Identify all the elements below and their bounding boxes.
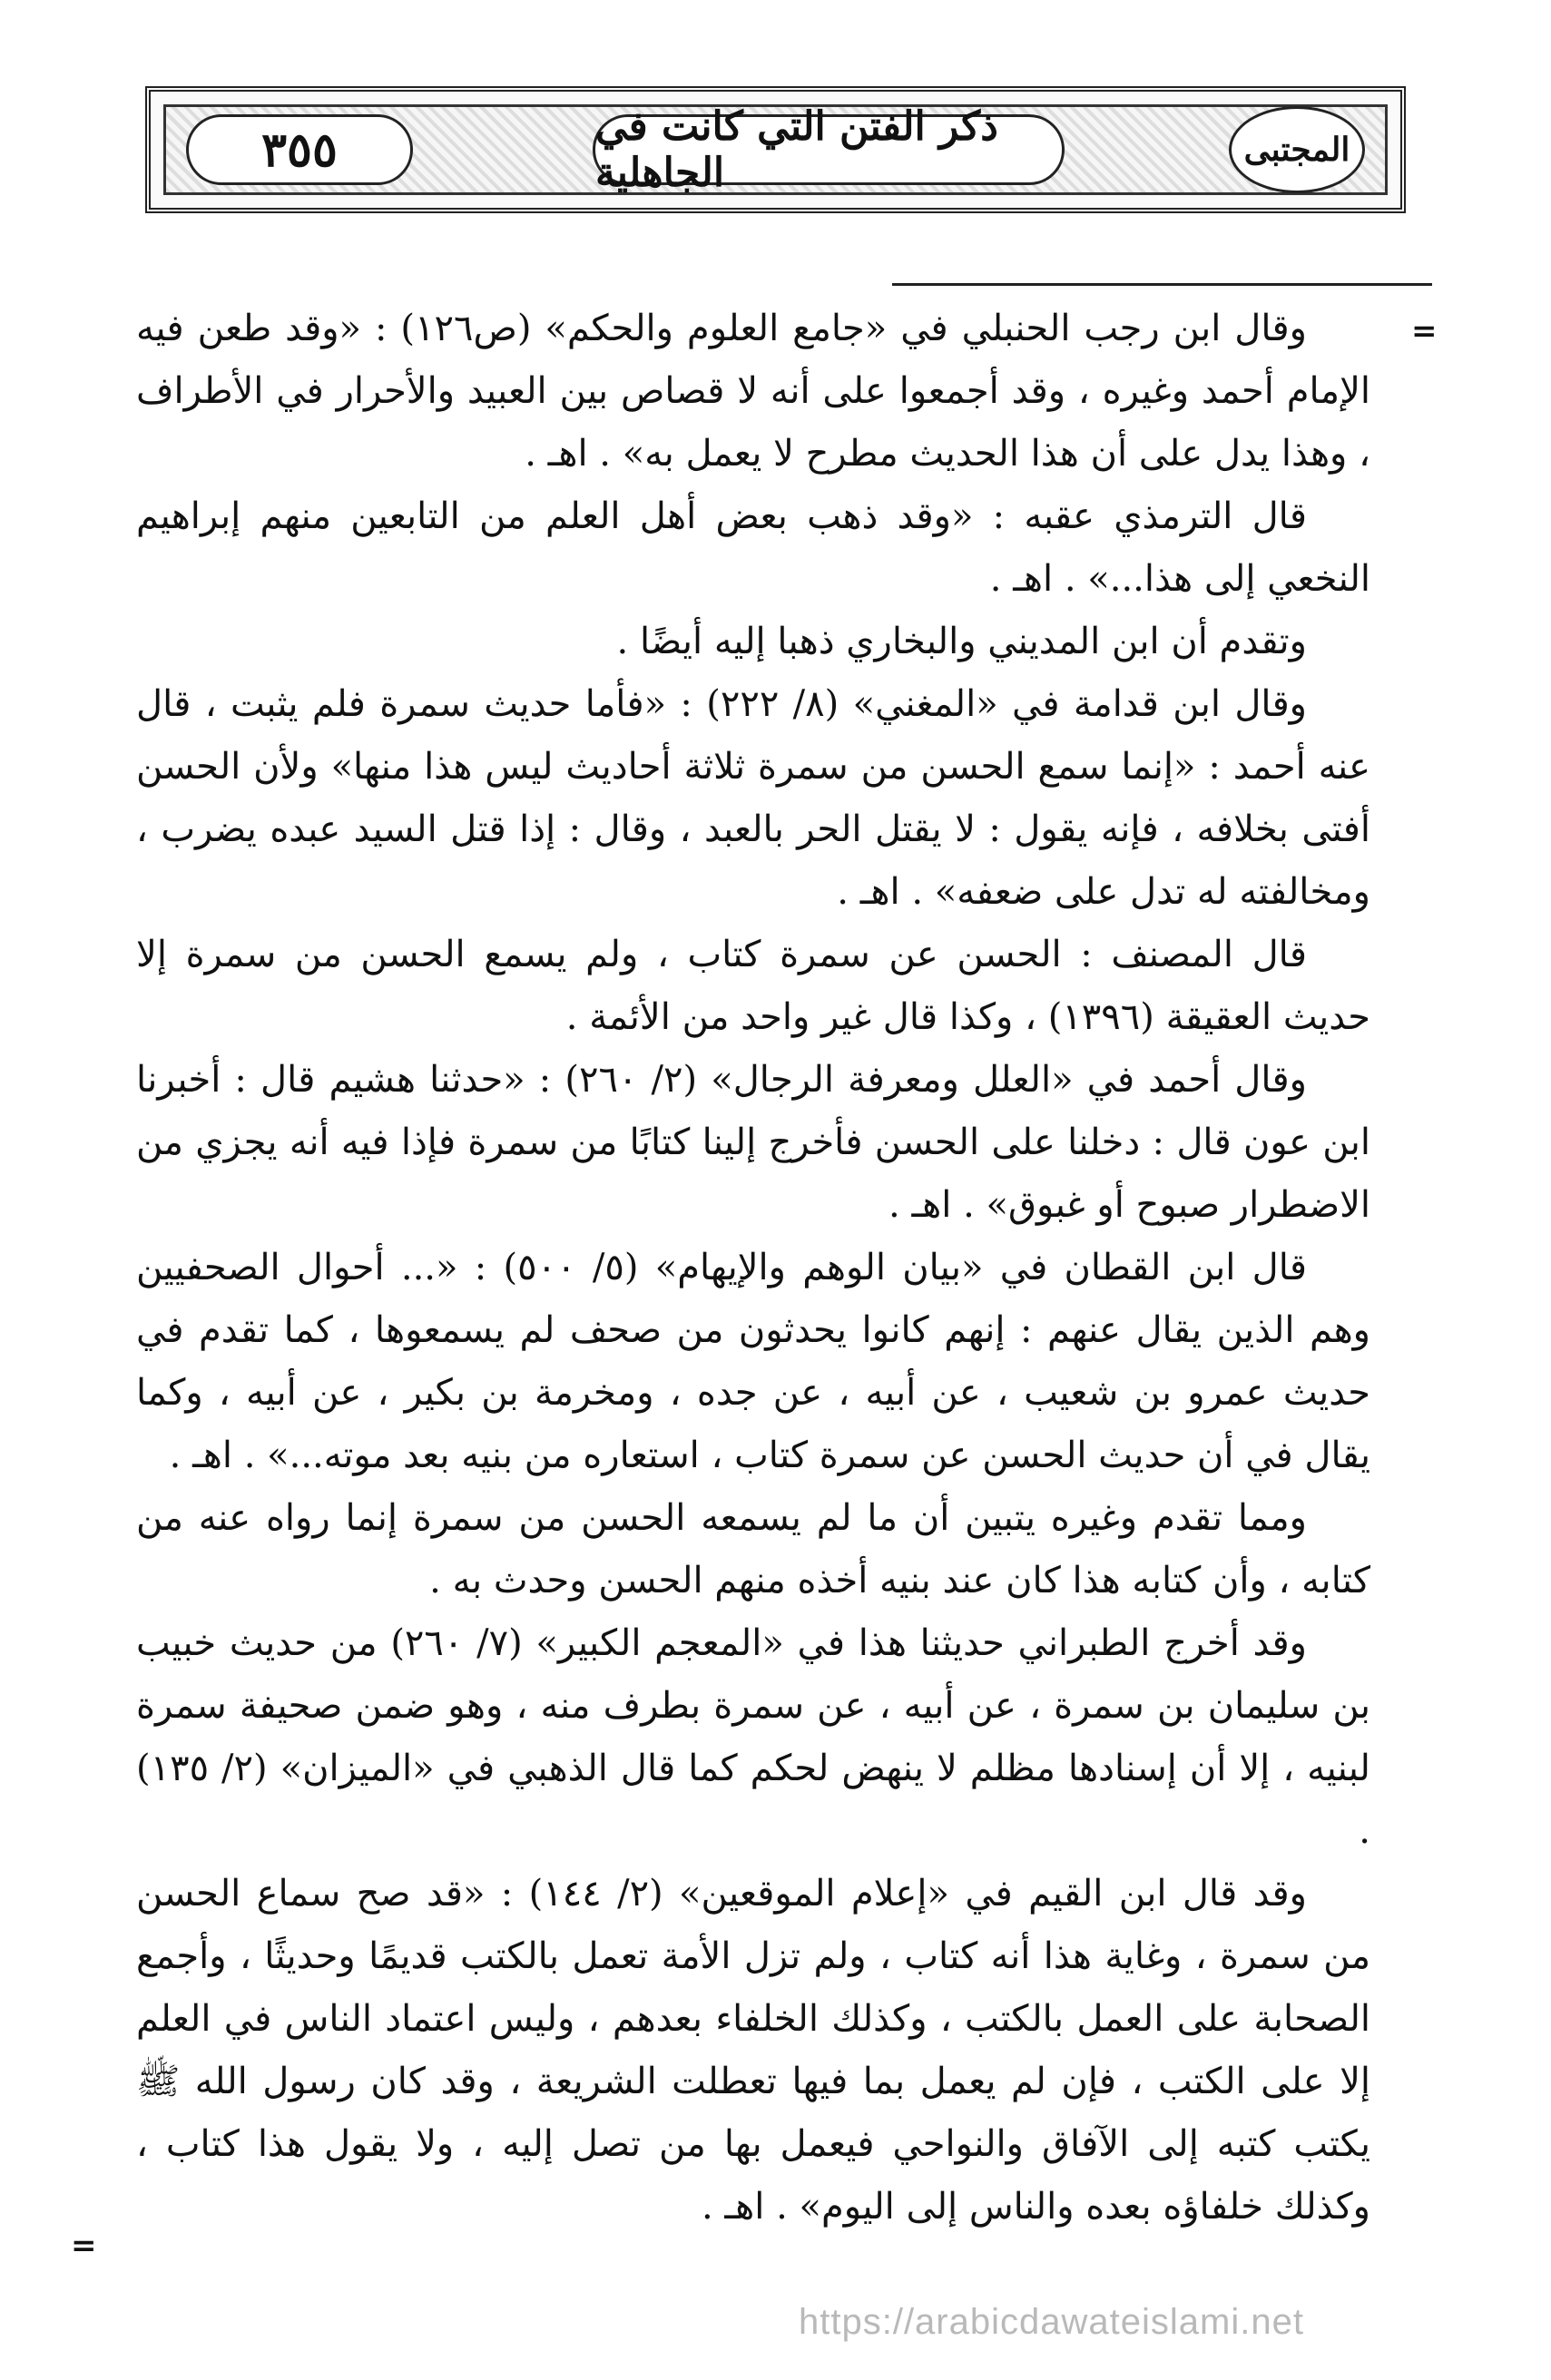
paragraph: وقد قال ابن القيم في «إعلام الموقعين» (٢/ ١٤٤) : «قد صح سماع الحسن من سمرة ، وغاية هذا أنه كتاب ، ولم تزل الأمة تعمل بالكتب قديمًا وحديثًا ، وأجمع الصحابة على العمل بالكتب ، وكذلك الخلفاء بعدهم ، وليس اعتماد الناس في العلم إلا على الكتب ، فإن لم يعمل بما فيها تعطلت الشريعة ، وقد كان رسول الله ﷺ يكتب كتبه إلى الآفاق والنواحي فيعمل بها من تصل إليه ، ولا يقول هذا كتاب ، وكذلك خلفاؤه بعده والناس إلى اليوم» . اهـ . (136, 1873, 1370, 2228)
paragraph: وتقدم أن ابن المديني والبخاري ذهبا إليه أيضًا . (616, 621, 1307, 662)
paragraph: قال المصنف : الحسن عن سمرة كتاب ، ولم يسمع الحسن من سمرة إلا حديث العقيقة (١٣٩٦) ، وكذا قال غير واحد من الأئمة . (136, 934, 1370, 1038)
margin-mark-top: = (1411, 313, 1438, 349)
watermark-url: https://arabicdawateislami.net (799, 2302, 1304, 2342)
paragraph: وقال ابن قدامة في «المغني» (٨/ ٢٢٢) : «فأما حديث سمرة فلم يثبت ، قال عنه أحمد : «إنما سمع الحسن من سمرة ثلاثة أحاديث ليس هذا منها» ولأن الحسن أفتى بخلافه ، فإنه يقول : لا يقتل الحر بالعبد ، وقال : إذا قتل السيد عبده يضرب ، ومخالفته له تدل على ضعفه» . اهـ . (136, 683, 1370, 913)
paragraph: ومما تقدم وغيره يتبين أن ما لم يسمعه الحسن من سمرة إنما رواه عنه من كتابه ، وأن كتابه هذا كان عند بنيه أخذه منهم الحسن وحدث به . (136, 1497, 1370, 1601)
footnote-rule (892, 283, 1432, 286)
paragraph: وقد أخرج الطبراني حديثنا هذا في «المعجم الكبير» (٧/ ٢٦٠) من حديث خبيب بن سليمان بن سمرة ، عن أبيه ، عن سمرة بطرف منه ، وهو ضمن صحيفة سمرة لبنيه ، إلا أن إسنادها مظلم لا ينهض لحكم كما قال الذهبي في «الميزان» (٢/ ١٣٥) . (136, 1622, 1370, 1852)
paragraph: قال ابن القطان في «بيان الوهم والإيهام» (٥/ ٥٠٠) : «... أحوال الصحفيين وهم الذين يقال عنهم : إنهم كانوا يحدثون من صحف لم يسمعوها ، كما تقدم في حديث عمرو بن شعيب ، عن أبيه ، عن جده ، ومخرمة بن بكير ، عن أبيه ، وكما يقال في أن حديث الحسن عن سمرة كتاب ، استعاره من بنيه بعد موته...» . اهـ . (136, 1247, 1370, 1476)
paragraph: وقال أحمد في «العلل ومعرفة الرجال» (٢/ ٢٦٠) : «حدثنا هشيم قال : أخبرنا ابن عون قال : دخلنا على الحسن فأخرج إلينا كتابًا من سمرة فإذا فيه أنه يجزي من الاضطرار صبوح أو غبوق» . اهـ . (136, 1059, 1370, 1226)
running-title: ذكر الفتن التي كانت في الجاهلية (593, 114, 1065, 185)
footnote-text (136, 298, 1370, 2238)
page-header (145, 86, 1406, 213)
paragraph: وقال ابن رجب الحنبلي في «جامع العلوم والحكم» (ص١٢٦) : «وقد طعن فيه الإمام أحمد وغيره ، وقد أجمعوا على أنه لا قصاص بين العبيد والأحرار في الأطراف ، وهذا يدل على أن هذا الحديث مطرح لا يعمل به» . اهـ . (136, 308, 1370, 475)
paragraph: قال الترمذي عقبه : «وقد ذهب بعض أهل العلم من التابعين منهم إبراهيم النخعي إلى هذا...» . اهـ . (136, 495, 1370, 600)
book-logo: المجتبى (1229, 106, 1365, 193)
ornamental-frame (163, 104, 1388, 195)
margin-mark-bottom: = (71, 2228, 97, 2264)
page-number: ٣٥٥ (186, 114, 413, 185)
